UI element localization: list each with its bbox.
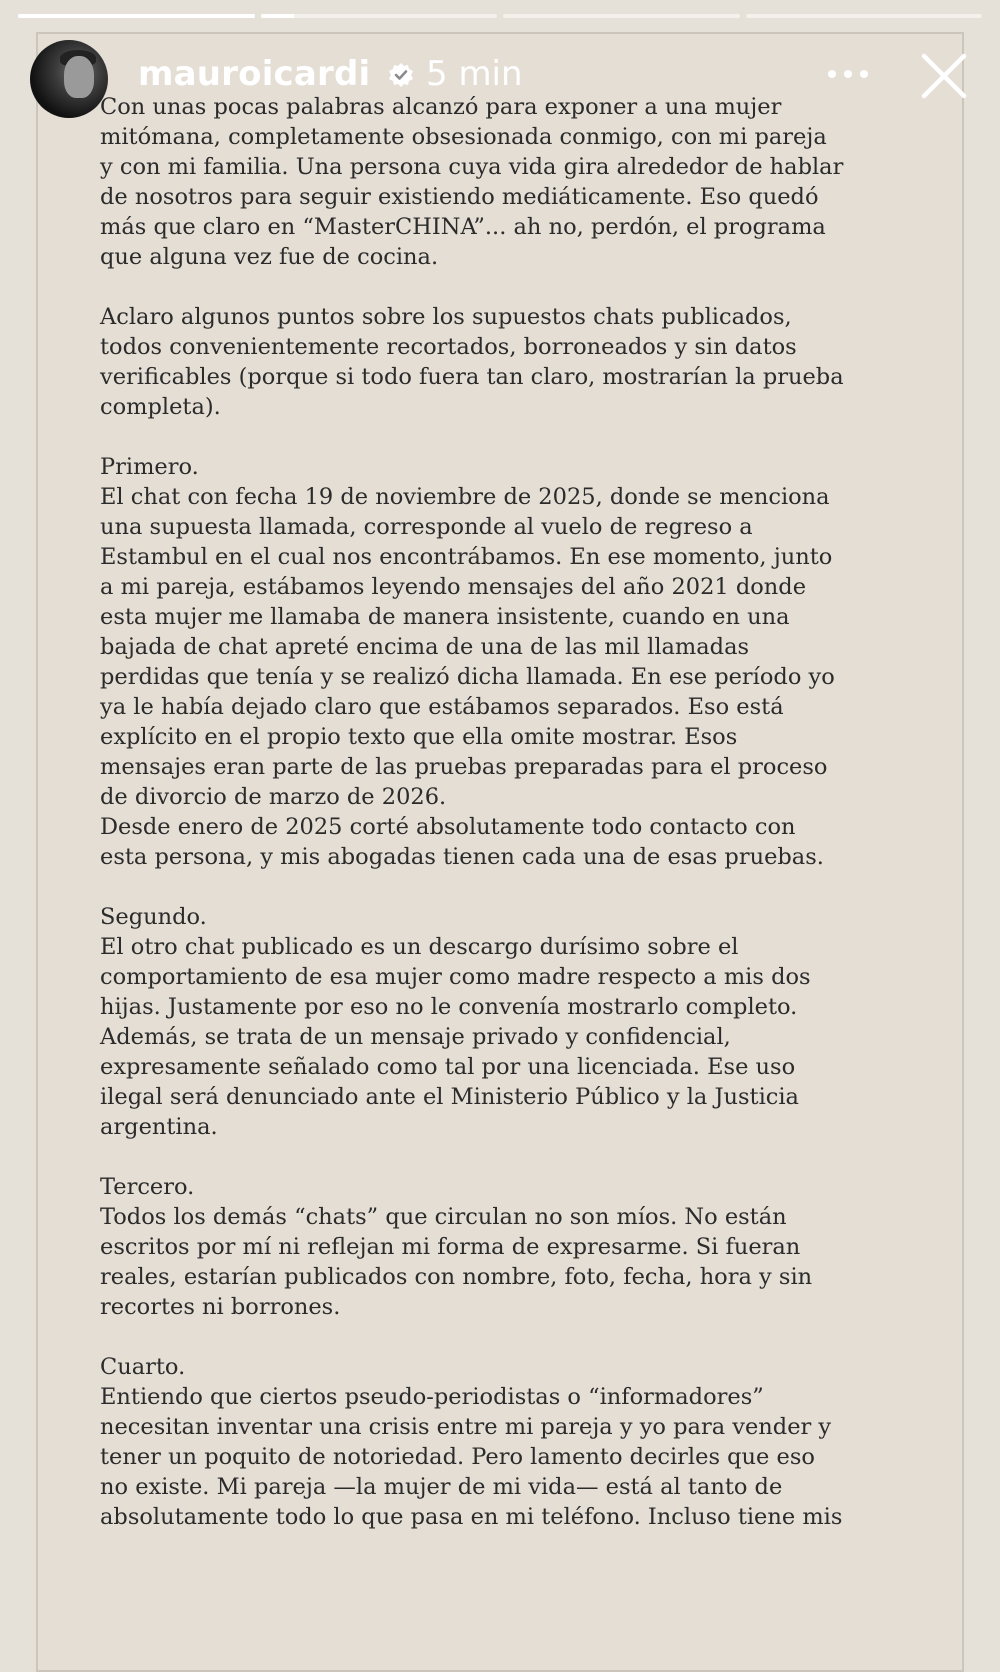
statement-line: verificables (porque si todo fuera tan claro, mostrarían la prueba xyxy=(100,364,844,390)
statement-line: argentina. xyxy=(100,1114,218,1140)
statement-line: más que claro en “MasterCHINA”... ah no, perdón, el programa xyxy=(100,214,826,240)
statement-paragraph xyxy=(100,302,960,422)
statement-line: hijas. Justamente por eso no le convenía mostrarlo completo. xyxy=(100,994,798,1020)
statement-line: una supuesta llamada, corresponde al vuelo de regreso a xyxy=(100,514,753,540)
story-time: 5 min xyxy=(426,54,523,94)
statement-line: recortes ni borrones. xyxy=(100,1294,341,1320)
story-progress-fill xyxy=(261,14,294,18)
statement-line: todos convenientemente recortados, borroneados y sin datos xyxy=(100,334,797,360)
story-progress-bar xyxy=(18,14,982,18)
statement-line: ya le había dejado claro que estábamos separados. Eso está xyxy=(100,694,784,720)
story-progress-segment xyxy=(261,14,498,18)
statement-line: Todos los demás “chats” que circulan no son míos. No están xyxy=(100,1204,787,1230)
story-progress-segment xyxy=(503,14,740,18)
statement-line: que alguna vez fue de cocina. xyxy=(100,244,439,270)
statement-line: Estambul en el cual nos encontrábamos. En ese momento, junto xyxy=(100,544,833,570)
statement-line: mensajes eran parte de las pruebas preparadas para el proceso xyxy=(100,754,828,780)
statement-line: expresamente señalado como tal por una licenciada. Ese uso xyxy=(100,1054,796,1080)
statement-line: necesitan inventar una crisis entre mi pareja y yo para vender y xyxy=(100,1414,832,1440)
statement-line: Primero. xyxy=(100,454,199,480)
statement-text xyxy=(100,92,960,1562)
statement-line: esta persona, y mis abogadas tienen cada una de esas pruebas. xyxy=(100,844,824,870)
statement-paragraph xyxy=(100,452,960,872)
statement-line: no existe. Mi pareja —la mujer de mi vida— está al tanto de xyxy=(100,1474,783,1500)
statement-line: escritos por mí ni reflejan mi forma de expresarme. Si fueran xyxy=(100,1234,801,1260)
statement-line: y con mi familia. Una persona cuya vida gira alrededor de hablar xyxy=(100,154,844,180)
statement-line: mitómana, completamente obsesionada conmigo, con mi pareja xyxy=(100,124,827,150)
statement-paragraph xyxy=(100,902,960,1142)
statement-line: Además, se trata de un mensaje privado y confidencial, xyxy=(100,1024,731,1050)
avatar[interactable] xyxy=(30,40,108,118)
statement-line: Desde enero de 2025 corté absolutamente todo contacto con xyxy=(100,814,796,840)
more-options-icon[interactable] xyxy=(826,68,870,80)
avatar-face xyxy=(64,56,94,98)
statement-line: explícito en el propio texto que ella omite mostrar. Esos xyxy=(100,724,738,750)
statement-line: reales, estarían publicados con nombre, foto, fecha, hora y sin xyxy=(100,1264,813,1290)
statement-line: El otro chat publicado es un descargo durísimo sobre el xyxy=(100,934,739,960)
story-progress-segment xyxy=(746,14,983,18)
statement-line: absolutamente todo lo que pasa en mi teléfono. Incluso tiene mis xyxy=(100,1504,843,1530)
statement-line: bajada de chat apreté encima de una de las mil llamadas xyxy=(100,634,750,660)
username[interactable]: mauroicardi xyxy=(138,54,371,94)
statement-line: El chat con fecha 19 de noviembre de 2025, donde se menciona xyxy=(100,484,830,510)
statement-line: a mi pareja, estábamos leyendo mensajes del año 2021 donde xyxy=(100,574,807,600)
statement-line: de divorcio de marzo de 2026. xyxy=(100,784,447,810)
verified-badge-icon xyxy=(388,62,414,88)
statement-line: Con unas pocas palabras alcanzó para exponer a una mujer xyxy=(100,94,782,120)
statement-line: de nosotros para seguir existiendo mediáticamente. Eso quedó xyxy=(100,184,819,210)
statement-line: perdidas que tenía y se realizó dicha llamada. En ese período yo xyxy=(100,664,835,690)
story-progress-fill xyxy=(18,14,255,18)
statement-line: completa). xyxy=(100,394,221,420)
statement-line: tener un poquito de notoriedad. Pero lamento decirles que eso xyxy=(100,1444,815,1470)
story-progress-segment xyxy=(18,14,255,18)
statement-line: esta mujer me llamaba de manera insistente, cuando en una xyxy=(100,604,790,630)
story-header xyxy=(30,40,970,120)
close-icon[interactable] xyxy=(918,50,970,102)
statement-line: Entiendo que ciertos pseudo-periodistas o “informadores” xyxy=(100,1384,764,1410)
statement-line: Aclaro algunos puntos sobre los supuestos chats publicados, xyxy=(100,304,792,330)
statement-line: Tercero. xyxy=(100,1174,195,1200)
statement-line: comportamiento de esa mujer como madre respecto a mis dos xyxy=(100,964,811,990)
statement-paragraph xyxy=(100,1352,960,1532)
statement-line: Segundo. xyxy=(100,904,207,930)
statement-paragraph xyxy=(100,1172,960,1322)
statement-line: Cuarto. xyxy=(100,1354,186,1380)
statement-line: ilegal será denunciado ante el Ministerio Público y la Justicia xyxy=(100,1084,799,1110)
